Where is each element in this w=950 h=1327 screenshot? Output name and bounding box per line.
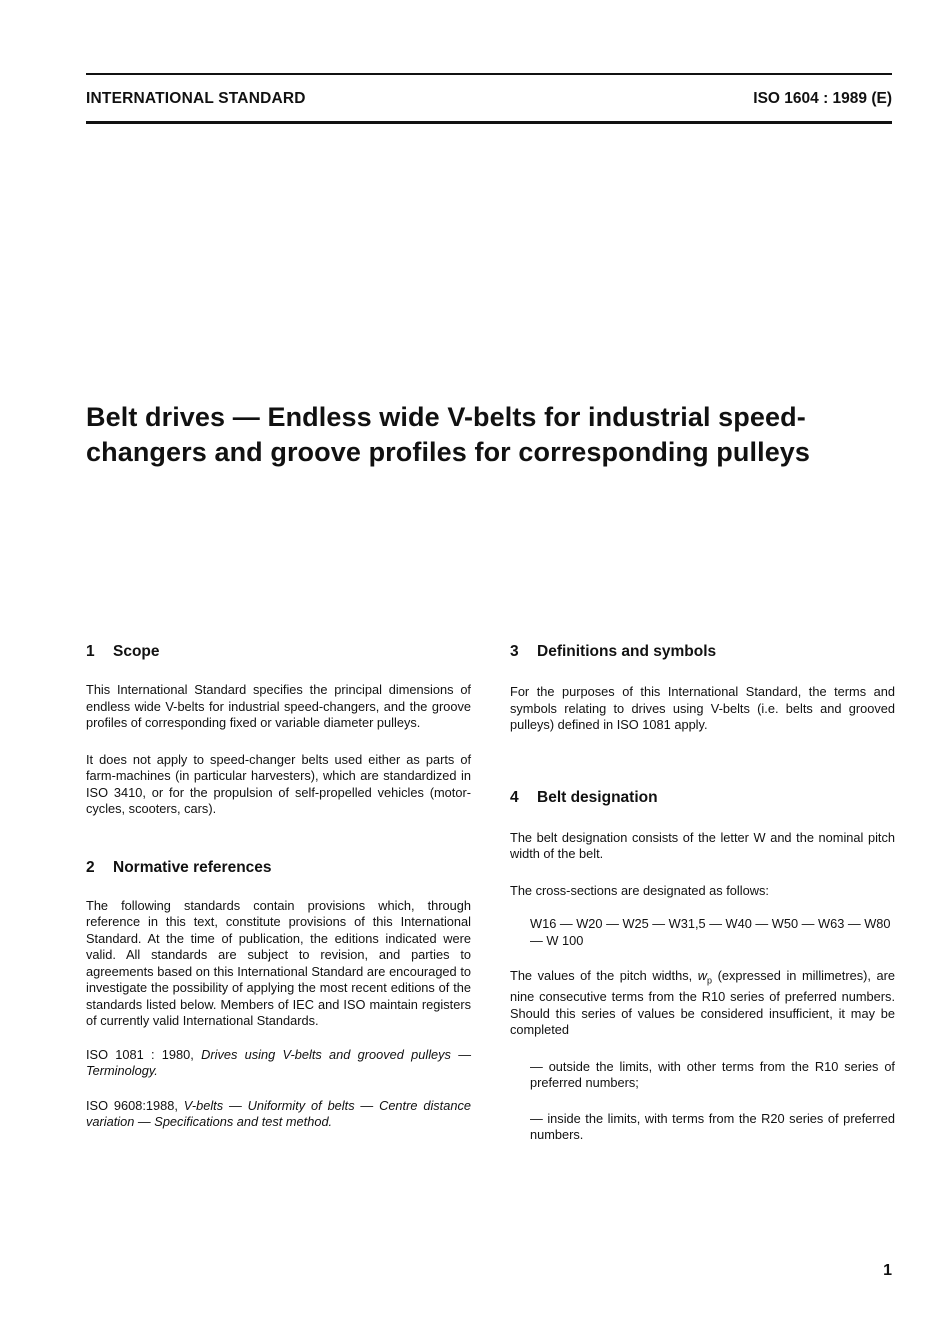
section-heading-definitions bbox=[510, 642, 895, 662]
section-heading-belt-designation bbox=[510, 788, 895, 808]
section-title: Normative references bbox=[113, 858, 272, 876]
pitch-width-subscript: p bbox=[707, 975, 713, 986]
text-run: (expressed in millimetres), are nine consecutive terms from the R10 series of preferred numbers. Should this series of values be considered insufficient, it may be completed bbox=[510, 968, 895, 1038]
reference-iso-9608 bbox=[86, 1098, 471, 1131]
reference-title: Drives using V-belts and grooved pulleys — Terminology. bbox=[86, 1046, 472, 1078]
section-heading-scope bbox=[86, 642, 471, 662]
completion-item-inside: — inside the limits, with terms from the R20 series of preferred numbers. bbox=[530, 1110, 895, 1143]
section-number: 3 bbox=[510, 643, 519, 660]
completion-item-outside: — outside the limits, with other terms from the R10 series of preferred numbers; bbox=[530, 1058, 895, 1091]
document-title bbox=[86, 400, 906, 470]
document-type: INTERNATIONAL STANDARD bbox=[86, 90, 306, 107]
section-heading-normative-references bbox=[86, 858, 471, 878]
document-id: ISO 1604 : 1989 (E) bbox=[753, 90, 892, 107]
page-number: 1 bbox=[883, 1262, 892, 1279]
section-number: 2 bbox=[86, 858, 95, 876]
reference-code: ISO 1081 : 1980, bbox=[86, 1046, 194, 1062]
cross-section-list: W16 — W20 — W25 — W31,5 — W40 — W50 — W63 — W80 — W 100 bbox=[530, 916, 891, 948]
section-title: Belt designation bbox=[537, 788, 658, 806]
title-line-1: Belt drives — Endless wide V-belts for industrial speed- bbox=[86, 402, 806, 432]
designation-paragraph-3 bbox=[510, 968, 895, 1039]
section-title: Scope bbox=[113, 643, 160, 660]
header-bottom-rule bbox=[86, 121, 892, 124]
pitch-width-symbol: w bbox=[697, 968, 707, 983]
right-column bbox=[510, 642, 895, 1144]
reference-title: V-belts — Uniformity of belts — Centre distance variation — Specifications and test method. bbox=[86, 1097, 471, 1129]
section-number: 1 bbox=[86, 643, 95, 660]
section-number: 4 bbox=[510, 788, 519, 806]
definitions-paragraph: For the purposes of this International Standard, the terms and symbols relating to drives using V-belts (i.e. belts and grooved pulleys) defined in ISO 1081 apply. bbox=[510, 684, 895, 732]
text-run: The values of the pitch widths, bbox=[510, 968, 698, 983]
reference-iso-1081 bbox=[86, 1047, 471, 1080]
title-line-2: changers and groove profiles for corresponding pulleys bbox=[86, 437, 811, 467]
reference-code: ISO 9608:1988, bbox=[86, 1097, 178, 1113]
scope-paragraph-1: This International Standard specifies the principal dimensions of endless wide V-belts for industrial speed-changers, and the groove profiles of corresponding fixed or variable diameter pulleys. bbox=[86, 682, 471, 730]
section-title: Definitions and symbols bbox=[537, 643, 717, 660]
designation-paragraph-1: The belt designation consists of the letter W and the nominal pitch width of the belt. bbox=[510, 829, 895, 861]
designation-paragraph-2: The cross-sections are designated as follows: bbox=[510, 882, 769, 898]
left-column bbox=[86, 642, 471, 1131]
header-top-rule bbox=[86, 73, 892, 75]
scope-paragraph-2: It does not apply to speed-changer belts used either as parts of farm-machines (in particular harvesters), which are standardized in ISO 3410, or for the propulsion of self-propelled vehicles (motor-cycles, scooters, cars). bbox=[86, 751, 471, 816]
normative-paragraph: The following standards contain provisions which, through reference in this text, constitute provisions of this International Standard. At the time of publication, the editions indicated were valid. All standards are subject to revision, and parties to agreements based on this International Standard are encouraged to investigate the possibility of applying the most recent editions of the standards listed below. Members of IEC and ISO maintain registers of currently valid International Standards. bbox=[86, 897, 471, 1028]
